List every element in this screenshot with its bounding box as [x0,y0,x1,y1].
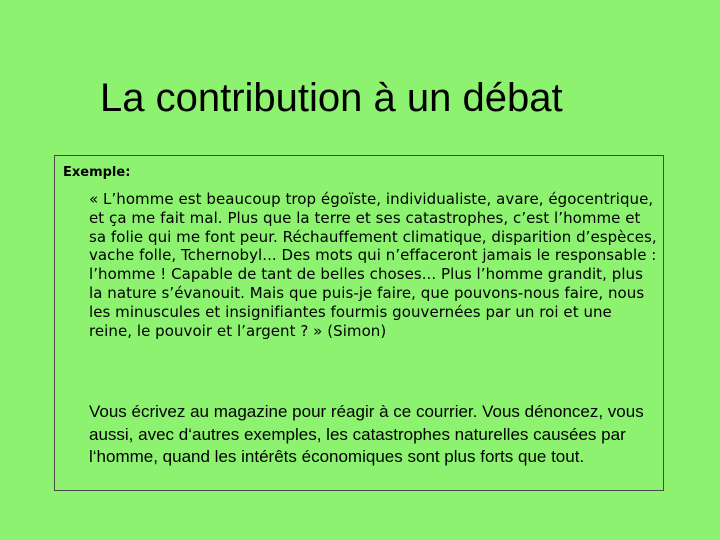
slide-title: La contribution à un débat [100,76,563,120]
instruction-text: Vous écrivez au magazine pour réagir à ce courrier. Vous dénoncez, vous aussi, avec d‘autres exemples, les catastrophes naturelles causées par l‘homme, quand les intérêts économiques sont plus forts que tout. [89,402,644,466]
content-box [54,155,664,491]
example-label: Exemple: [63,165,131,180]
quote-text: « L’homme est beaucoup trop égoïste, individualiste, avare, égocentrique, et ça me fait mal. Plus que la terre et ses catastrophes, c’est l’homme et sa folie qui me font peur. Réchauffement climatique, disparition d’espèces, vache folle, Tchernobyl... Des mots qui n’effaceront jamais le responsable : l’homme ! Capable de tant de belles choses... Plus l’homme grandit, plus la nature s’évanouit. Mais que puis-je faire, que pouvons-nous faire, nous les minuscules et insignifiantes fourmis gouvernées par un roi et une reine, le pouvoir et l’argent ? » (Simon) [89,190,657,340]
